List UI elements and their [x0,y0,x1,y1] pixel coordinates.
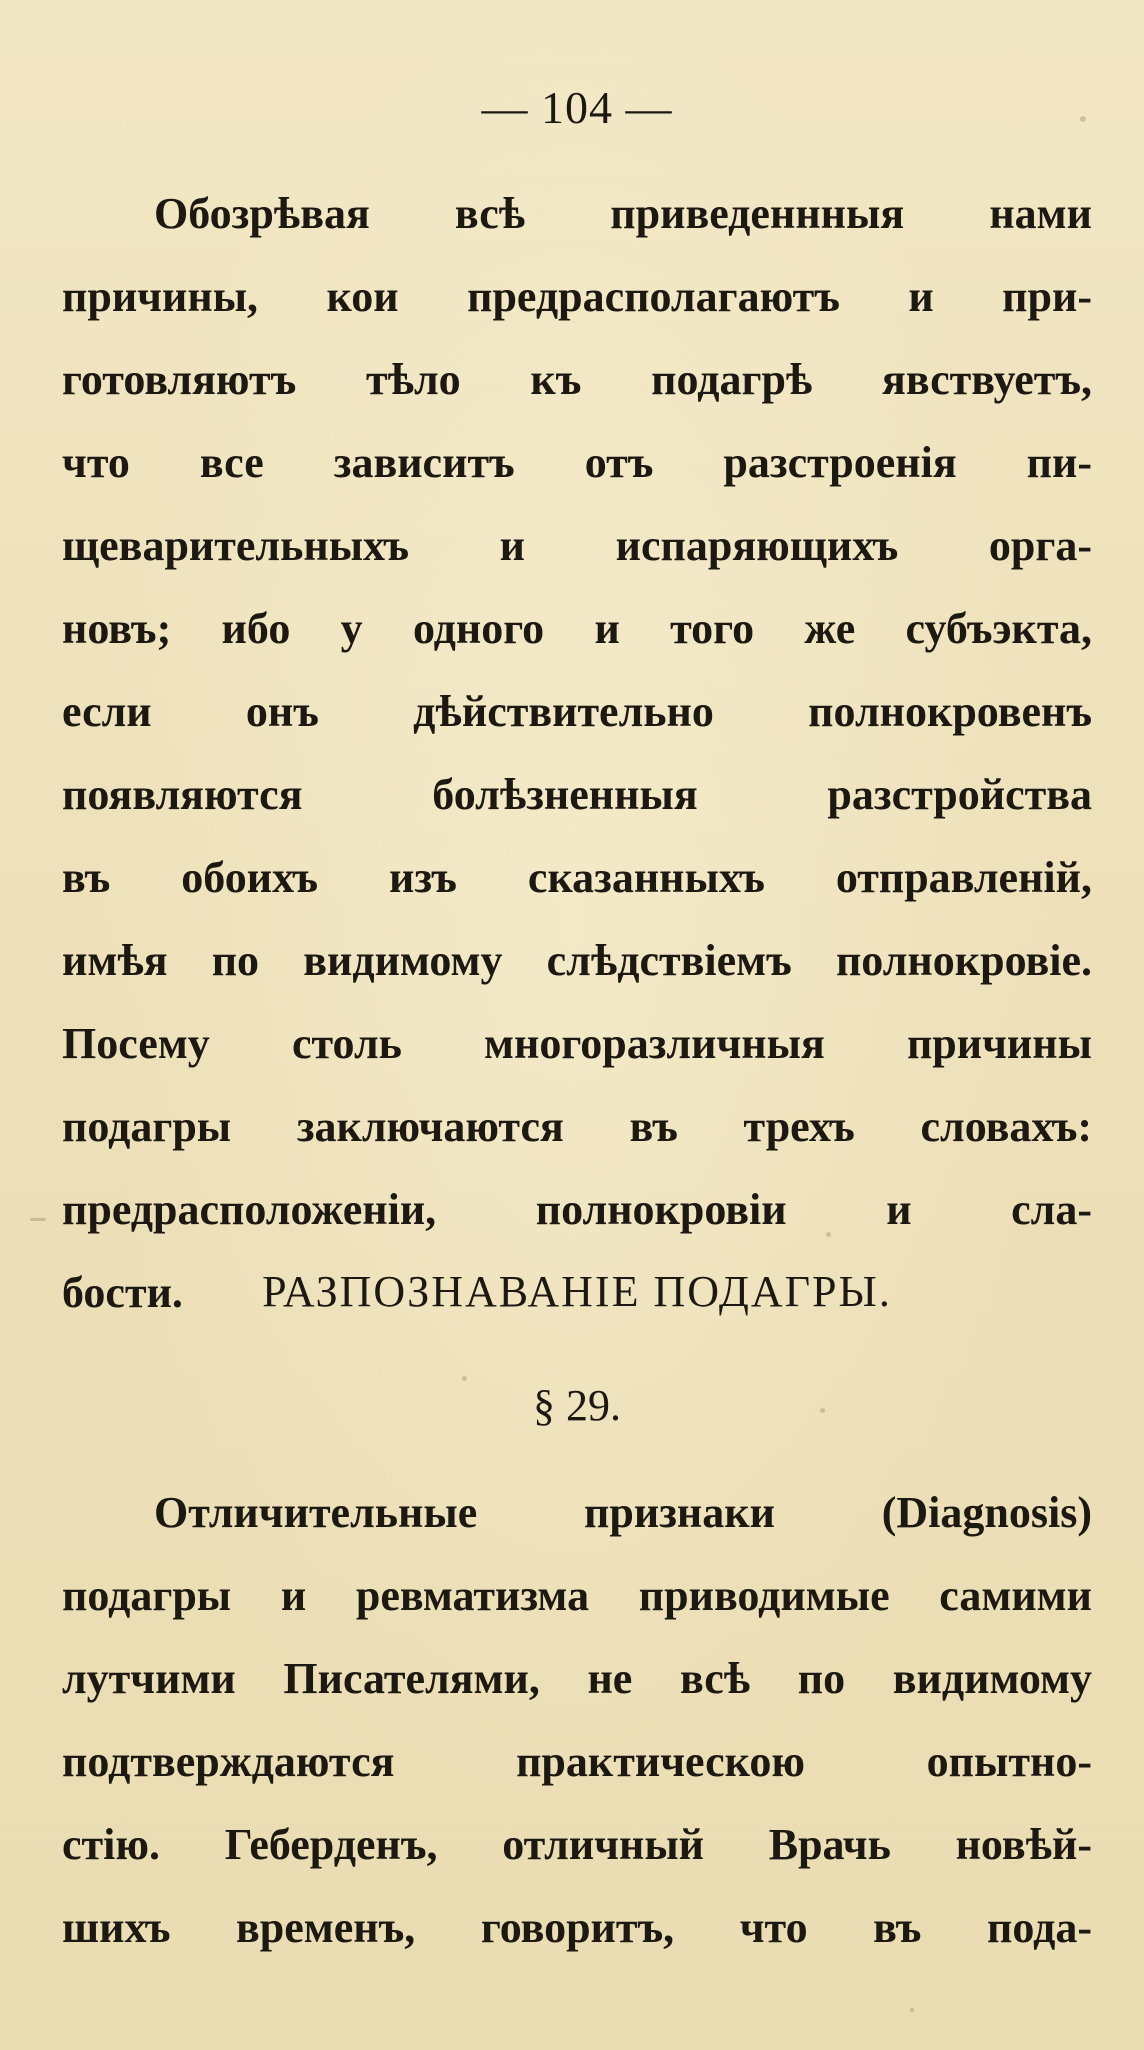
text-line: если онъ дѣйствительно полнокровенъ [62,687,1092,736]
text-line: подагры и ревматизма приводимые самими [62,1571,1092,1620]
text-line: имѣя по видимому слѣдствіемъ полнокровіе. [62,936,1092,985]
text-line: подагры заключаются въ трехъ словахъ: [62,1102,1092,1151]
text-line: шихъ временъ, говоритъ, что въ пода- [62,1903,1092,1952]
text-line: что все зависитъ отъ разстроенія пи- [62,438,1092,487]
text-line: въ обоихъ изъ сказанныхъ отправленій, [62,853,1092,902]
text-line: Отличительные признаки (Diagnosis) [154,1488,1092,1537]
text-line: готовляютъ тѣло къ подагрѣ явствуетъ, [62,355,1092,404]
paper-speck [30,1218,46,1221]
text-line: предрасположеніи, полнокровіи и сла- [62,1185,1092,1234]
text-line: Посему столь многоразличныя причины [62,1019,1092,1068]
section-heading: РАЗПОЗНАВАНІЕ ПОДАГРЫ. [262,1267,892,1316]
text-line: бости. [62,1268,183,1317]
page-number: — 104 — [481,82,673,133]
text-line: Обозрѣвая всѣ приведеннныя нами [154,189,1092,238]
paper-speck [910,2008,914,2012]
text-line: причины, кои предрасполагаютъ и при- [62,272,1092,321]
text-line: новъ; ибо у одного и того же субъэкта, [62,604,1092,653]
paper-speck [820,1408,825,1413]
text-line: лутчими Писателями, не всѣ по видимому [62,1654,1092,1703]
text-line: подтверждаются практическою опытно- [62,1737,1092,1786]
paper-speck [826,1232,831,1237]
paragraph-2 [62,1471,1092,1969]
text-line: появляются болѣзненныя разстройства [62,770,1092,819]
paper-speck [462,1376,467,1381]
paper-speck [1080,116,1086,122]
text-line: щеварительныхъ и испаряющихъ орга- [62,521,1092,570]
section-number: § 29. [533,1381,621,1430]
text-line: стію. Геберденъ, отличный Врачь новѣй- [62,1820,1092,1869]
paragraph-1 [62,172,1092,1334]
